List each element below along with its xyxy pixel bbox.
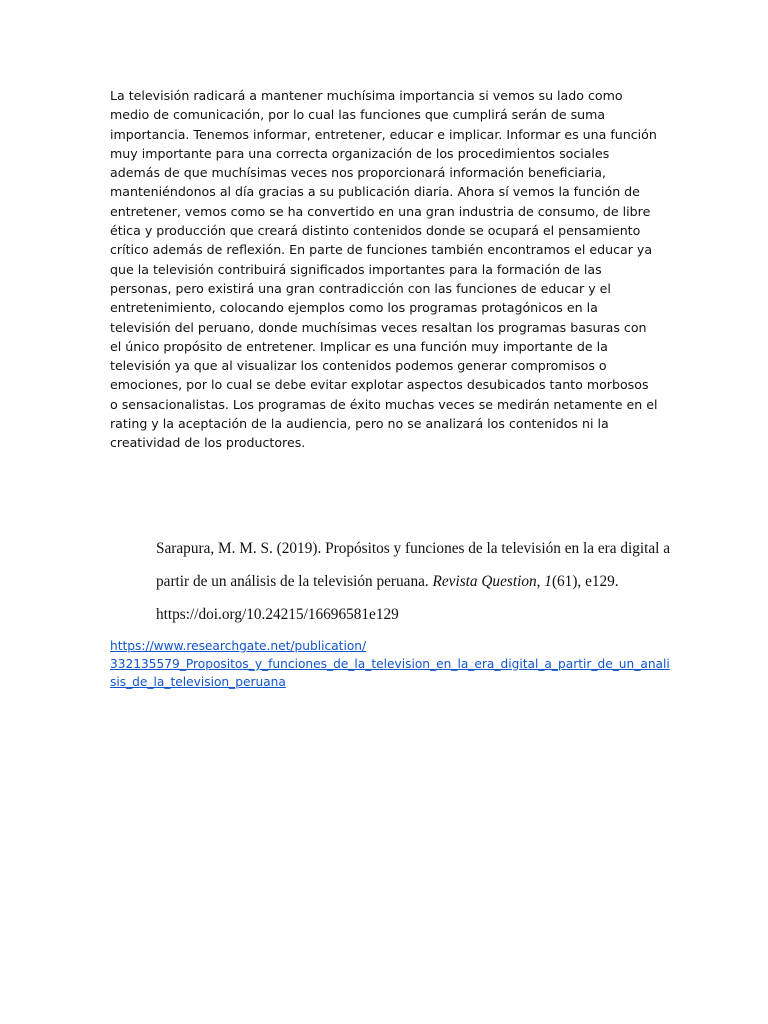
citation-journal: Revista Question [432,573,537,590]
body-paragraph: La televisión radicará a mantener muchísima importancia si vemos su lado como medio de comunicación, por lo cual las funciones que cumplirá serán de suma importancia. Tenemos informar, entretener, educar e implicar. Informar es una función muy importante para una correcta organización de los procedimientos sociales además de que muchísimas veces nos proporcionará información beneficiaria, manteniéndonos al día gracias a su publicación diaria. Ahora sí vemos la función de entretener, vemos como se ha convertido en una gran industria de consumo, de libre ética y producción que creará distinto contenidos donde se ocupará el pensamiento crítico además de reflexión. En parte de funciones también encontramos el educar ya que la televisión contribuirá significados importantes para la formación de las personas, pero existirá una gran contradicción con las funciones de educar y el entretenimiento, colocando ejemplos como los programas protagónicos en la televisión del peruano, donde muchísimas veces resaltan los programas basuras con el único propósito de entretener. Implicar es una función muy importante de la televisión ya que al visualizar los contenidos podemos generar compromisos o emociones, por lo cual se debe evitar explotar aspectos desubicados tanto morbosos o sensacionalistas. Los programas de éxito muchas veces se medirán netamente en el rating y la aceptación de la audiencia, pero no se analizará los contenidos ni la creatividad de los productores. [110,88,658,451]
citation-authors-title: Sarapura, M. M. S. (2019). Propósitos y funciones de la televisión en la era digital a partir de un análisis de la televisión peruana. [156,540,671,590]
link-line-2[interactable]: 332135579_Propositos_y_funciones_de_la_television_en_la_era_digital_a_partir_de_un_anali [110,657,670,671]
citation-volume: 1 [544,573,552,590]
link-line-1[interactable]: https://www.researchgate.net/publication/ [110,639,367,653]
citation-separator: , [536,573,545,590]
link-line-3[interactable]: sis_de_la_television_peruana [110,675,286,689]
researchgate-link[interactable] [110,637,670,691]
citation-issue-doi: (61), e129. https://doi.org/10.24215/16696581e129 [156,573,619,623]
reference-citation [156,532,676,631]
